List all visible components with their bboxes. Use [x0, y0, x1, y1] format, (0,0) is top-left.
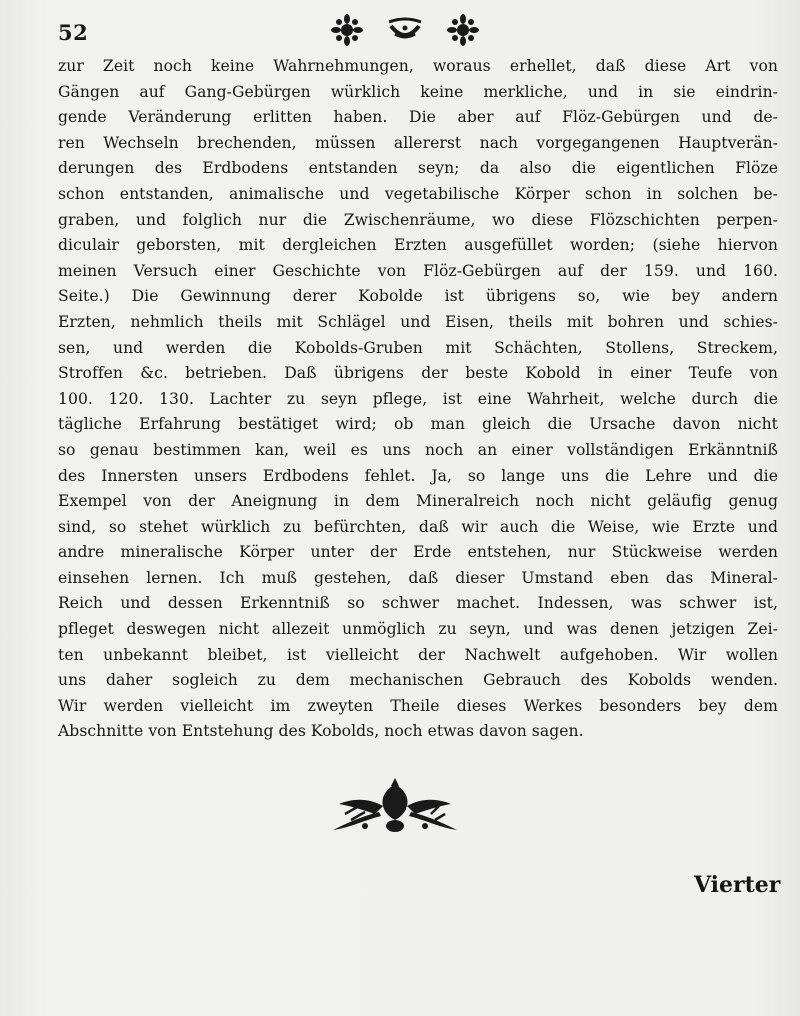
text-line: sen, und werden die Kobolds-Gruben mit Schächten, Stollens, Streckem, — [58, 338, 778, 357]
text-line: diculair geborsten, mit dergleichen Erzten ausgefüllet worden; (siehe hiervon — [58, 236, 778, 255]
text-line: zur Zeit noch keine Wahrnehmungen, woraus erhellet, daß diese Art von — [58, 57, 778, 75]
text-line: ten unbekannt bleibet, ist vielleicht der Nachwelt aufgehoben. Wir wollen — [58, 645, 778, 664]
text-line: graben, und folglich nur die Zwischenräume, wo diese Flözschichten perpen- — [58, 210, 778, 229]
fleuron-left-icon — [331, 14, 363, 46]
text-line: 100. 120. 130. Lachter zu seyn pflege, ist eine Wahrheit, welche durch die — [58, 389, 778, 408]
body-text — [58, 54, 778, 745]
text-line: Stroffen &c. betrieben. Daß übrigens der beste Kobold in einer Teufe von — [58, 364, 778, 383]
catchword: Vierter — [694, 872, 781, 898]
text-line: Reich und dessen Erkenntniß so schwer machet. Indessen, was schwer ist, — [58, 594, 778, 613]
fleuron-center-icon — [389, 19, 421, 37]
text-line: sind, so stehet würklich zu befürchten, daß wir auch die Weise, wie Erzte und — [58, 517, 778, 536]
text-line: gende Veränderung erlitten haben. Die aber auf Flöz-Gebürgen und de- — [58, 108, 778, 127]
text-line: derungen des Erdbodens entstanden seyn; da also die eigentlichen Flöze — [58, 159, 778, 178]
text-line: tägliche Erfahrung bestätiget wird; ob man gleich die Ursache davon nicht — [58, 415, 778, 434]
text-line: einsehen lernen. Ich muß gestehen, daß dieser Umstand eben das Mineral- — [58, 568, 778, 587]
text-line: schon entstanden, animalische und vegetabilische Körper schon in solchen be- — [58, 184, 778, 203]
text-line: des Innersten unsers Erdbodens fehlet. Ja, so lange uns die Lehre und die — [58, 466, 778, 485]
text-line: meinen Versuch einer Geschichte von Flöz-Gebürgen auf der 159. und 160. — [58, 261, 778, 280]
fleuron-right-icon — [447, 14, 479, 46]
text-line: Seite.) Die Gewinnung derer Kobolde ist übrigens so, wie bey andern — [58, 287, 778, 306]
text-line: uns daher sogleich zu dem mechanischen Gebrauch des Kobolds wenden. — [58, 671, 778, 690]
text-line: Abschnitte von Entstehung des Kobolds, noch etwas davon sagen. — [58, 722, 584, 741]
text-line: pfleget deswegen nicht allezeit unmöglich zu seyn, und was denen jetzigen Zei- — [58, 620, 778, 639]
text-line: Exempel von der Aneignung in dem Mineralreich noch nicht geläufig genug — [58, 492, 778, 511]
text-line: andre mineralische Körper unter der Erde entstehen, nur Stückweise werden — [58, 543, 778, 562]
text-line: Gängen auf Gang-Gebürgen würklich keine merkliche, und in sie eindrin- — [58, 82, 778, 101]
vignette-ornament-icon — [325, 776, 465, 838]
text-line: ren Wechseln brechenden, müssen allererst nach vorgegangenen Hauptverän- — [58, 133, 778, 152]
text-line: Wir werden vielleicht im zweyten Theile dieses Werkes besonders bey dem — [58, 696, 778, 715]
text-line: so genau bestimmen kan, weil es uns noch an einer vollständigen Erkänntniß — [58, 440, 778, 459]
header-ornaments — [325, 14, 485, 46]
text-line: Erzten, nehmlich theils mit Schlägel und Eisen, theils mit bohren und schies- — [58, 312, 778, 331]
page-number: 52 — [58, 20, 89, 45]
